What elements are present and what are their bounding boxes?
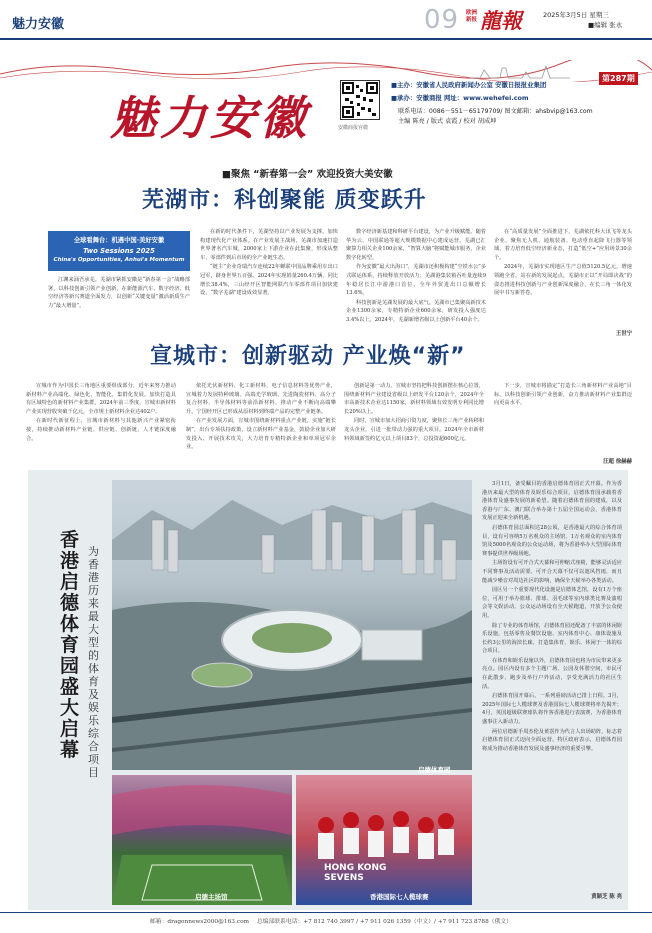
hongkong-article [482,480,622,888]
focus-label: ■聚焦 “新春第一会” 欢迎投资大美安徽 [222,169,393,180]
paragraph: 在产业发展方面，宣城市围绕新材料重点产业链，实施“链长制”，出台专项扶持政策，设立新材料产业基金，鼓励企业加大研发投入、开展技术攻关，大力培育专精特新企业和单项冠军企业。 [186,418,336,451]
main-photo-caption: 启德体育园 [418,766,451,774]
qr-code [340,80,380,120]
paper-name-small: 欧洲新报 [466,10,478,23]
editor: ■编辑 张永 [588,21,623,29]
tag-en2: China's Opportunities, Anhui's Momentum [53,257,185,263]
contact-line: 联系电话：0086－551－65179709/ 图文邮箱：ahsbvip@163.com [398,108,593,115]
paragraph: 下一步，宣城市将锚定“打造长三角新材料产业高地”目标，以科技创新引领产业创新，奋力推动新材料产业集群迈向更高水平。 [494,383,632,407]
paragraph: 创新是第一动力。宣城市坚持把科技创新摆在核心位置，围绕新材料产业建设省级以上研发平台120余个，2024年全市高新技术企业达1150家，新材料领域有效发明专利同比增长20%以上。 [344,383,484,415]
xuancheng-headline: 宣城市：创新驱动 产业焕“新” [150,344,466,369]
xuancheng-col-2 [186,382,336,466]
tag-cn: 全球看舞台：机遇中国·美好安徽 [73,237,165,244]
paragraph: 除了专业的体育场馆，启德体育园还配备了丰富的休闲娱乐设施，包括零售及餐饮设施、室内体育中心、康体设施及长约3公里的海滨长廊，打造集体育、娱乐、休闲于一体的综合项目。 [482,622,622,655]
photo2-caption: 启德主场馆 [195,893,228,901]
wuhu-headline: 芜湖市：科创聚能 质变跃升 [142,188,427,213]
wuhu-col-2 [200,228,338,338]
main-photo [112,480,472,770]
hongkong-subheadline: 为香港历来最大型的体育及娱乐综合项目 [88,545,99,779]
paragraph: 同时，宣城市加大招商引资力度，聚焦长三角产业转移和龙头企业，引进一批带动力强的重大项目。2024年全市新材料领域新签约亿元以上项目83个，总投资超600亿元。 [344,418,484,442]
paragraph: 园区另一个重要现代化设施是启德体艺馆，设有1万个座位，可用于举办篮球、排球、羽毛球等室内球类比赛及演唱会等文娱活动。公众运动场设有全天候跑道，开放予公众使用。 [482,587,622,619]
footer-rule [0,912,652,913]
paper-logo: 龍報 [480,8,522,33]
paragraph: 作为安徽“最大出海口”，芜湖市还积极构建“空铁水公”多式联运体系，持续释放开放活力；芜湖港集装箱吞吐量连续9年稳居长江中游港口首位，全年外贸进出口总额增长13.6%。 [346,264,486,297]
wuhu-col-3 [346,228,486,338]
wuhu-author: 王世宁 [615,331,632,337]
section-title: 魅力安徽 [12,17,65,32]
banner-title: 魅力安徽 [110,91,310,145]
paragraph: 2024年，芜湖市实现地区生产总值5120.5亿元，增速领跑全省。站在新的发展起点，芜湖市正以“开局即决战”的姿态推进科技创新与产业创新深度融合，在长三角一体化发展中书写新答卷。 [494,264,632,297]
hongkong-author: 黄颖芝 陈 亮 [591,894,622,900]
paragraph: 依托光伏新材料、化工新材料、电子信息材料等优势产业，宣城着力发展特种玻璃、高端光学玻璃、先进陶瓷材料、高分子复合材料、半导体材料等前沿新材料，推动产业不断向高端攀升。宁国经开区已形成从原材料到终端产品的完整产业链条。 [186,383,336,415]
footer [150,916,512,925]
paragraph: 在新的时代条件下，芜湖坚持以产业发展为支撑，加快构建现代化产业体系。在产业发展主战场，芜湖市加速打造世界著名汽车城，2000家上下游企业在此集聚，形成从整车、零部件到后市场的全产业链生态。 [200,229,338,261]
page-header [0,0,652,38]
paragraph: 启德体育园开幕后，一系列重磅活动已排上日程。3月，2025年国际七人榄球赛及香港国际七人榄球赛将率先揭开；4月，英国超级联赛球队将作客香港进行表演赛，为香港体育盛事注入新动力。 [482,693,622,726]
xuancheng-col-1 [26,382,176,466]
paragraph: “链主”企业奇瑞汽车连续22年蝉联中国品牌乘用车出口冠军，跻身世界五百强。2024年实现销量260.4万辆，同比增长38.4%，三山经开区智能网联汽车零部件项目加快建设，“数字芜湖”建设成效显著。 [200,264,338,297]
paragraph: 启德体育园总面积达28公顷，是香港最大的综合体育项目，设有可容纳5万名观众的主场馆、1万名观众的室内体育馆及5000名观众的公众运动场，将为香港举办大型国际体育赛事提供世界级场地。 [482,524,622,557]
skyline-decoration [470,62,570,80]
paragraph: 宣城市作为中国长三角地区重要组成部分，近年来努力推动新材料产业高端化、绿色化、智能化，集群化发展。加快打造具有区域特色的新材料产业集群。2024年前三季度，宣城市新材料产业实现营收突破千亿元，全市规上新材料企业达402户。 [26,383,176,415]
footer-contacts: 总编部联系电话：+7 812 740 3997 / +7 911 026 1359（中文）/ +7 911 723 8788（俄文） [256,919,512,925]
xuancheng-author: 汪超 徐赫赫 [603,459,632,465]
staff-line: 主编 陈亮 / 版式 袁霞 / 校对 胡成坤 [398,118,497,125]
issue-date: 2025年3月5日 星期三 [543,11,609,19]
paragraph: 在“高质量发展”全面推进下，芜湖依托科大讯飞等龙头企业，聚焦无人机、通航装备、电动垂直起降飞行器等领域，着力培育低空经济新业态，打造“低空+”应用场景30余个。 [494,229,632,261]
wuhu-col-4 [494,228,632,330]
xuancheng-col-4 [494,382,632,456]
tag-en1: Two Sessions 2025 [83,247,155,255]
photo-stadium-interior [112,775,292,905]
paragraph: 在体育和娱乐设施以外，启德体育园也将为市民带来更多亮点。园区内设有多个主题广场、公园及休憩空间，市民可在此散步、跑步及举行户外活动，享受充满活力的社区生活。 [482,657,622,690]
photo3-caption: 香港国际七人榄球赛 [370,893,429,901]
banner-text: HONG KONG SEVENS [324,863,387,883]
organizer: ■主办：安徽省人民政府新闻办公室 安徽日报报业集团 [391,81,547,89]
footer-email: 邮箱：dragonnews2000@163.com [150,919,250,925]
paragraph: 主场馆设有可开合式天幕和可伸缩式座椅，能够灵活适应不同赛事及活动需要。可开合天幕不仅可以遮风挡雨，而且能减少噪音对周边社区的影响，确保全天候举办各类活动。 [482,560,622,584]
co-organizer: ■承办：安徽商报 网址：www.wehefei.com [391,94,529,102]
banner [0,68,652,158]
paragraph: 科技创新是芜湖发展的最大底气。芜湖市已集聚高新技术企业1300余家，专精特新企业600余家，研发投入强度达3.4%以上。2024年，芜湖新增省级以上创新平台40余个。 [346,299,486,323]
page-number: 09 [424,5,460,35]
wuhu-tag [48,231,190,271]
qr-caption: 安徽商报官微 [338,125,369,131]
paragraph: 数字经济新基建和科研平台建设，为产业升级赋能。随着华为云、中国联通等超大规模数据中心建成运营，芜湖已汇聚算力相关企业100余家，“智算大脑”将赋能城市服务、企业数字化转型。 [346,229,486,261]
xuancheng-col-3 [344,382,484,466]
rugby-players-illustration [296,775,472,905]
hongkong-headline: 香港启德体育园盛大启幕 [60,529,80,761]
header-rule [0,38,652,40]
wuhu-col-1 [48,276,190,331]
paragraph: 两位启德新手周杰伦及黄霑作为代言人出场助阵，标志着启德体育园正式迈向全面运营。特区政府表示，启德体育园将成为推动香港体育发展及盛事经济的重要引擎。 [482,728,622,752]
photo-rugby-sevens [296,775,472,905]
issue-badge: 第287期 [599,72,638,85]
stadium-aerial-illustration [112,480,472,770]
paragraph: 3月1日，备受瞩目的香港启德体育园正式开幕。作为香港历来最大型的体育及娱乐综合项目，启德体育园承载着香港体育及盛事发展的新希望。随着启德体育园的建成，以及香港与广东、澳门联合举办第十五届全国运动会，香港体育发展正迎来全新机遇。 [482,481,622,522]
paragraph: 在新时代新征程上，宣城市新材料与其他新兴产业紧密衔接，持续推动新材料产业链、供应链、创新链、人才链深度融合。 [26,418,176,442]
paragraph: 江渊来涌吾承芜。芜湖市紧抓安徽是“新春第一会”战略部署，以科技创新引领产业创新，在新能源汽车、数字经济、低空经济等新兴赛道全面发力，以创新“关键变量”激活新质生产力“最大增量”。 [48,277,190,309]
stadium-interior-illustration [112,775,292,905]
